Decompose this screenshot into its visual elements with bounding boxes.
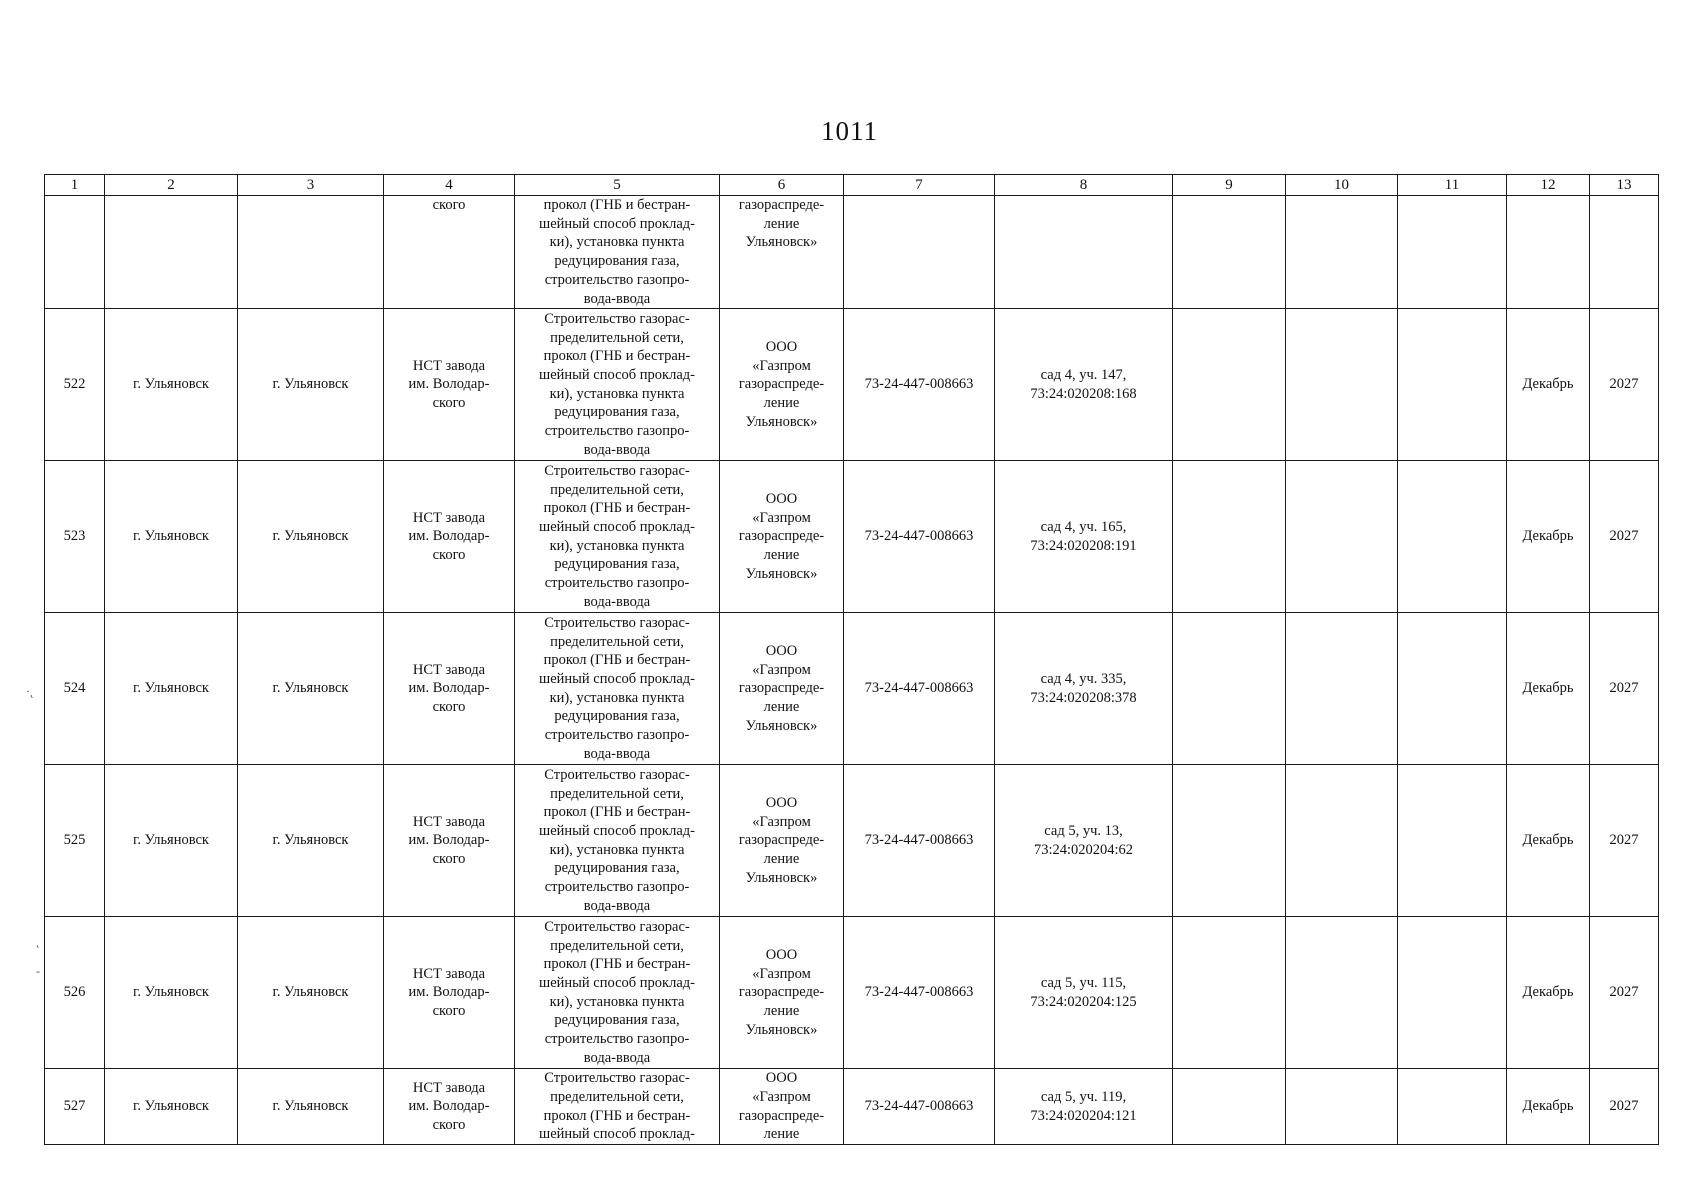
city-cell: г. Ульяновск xyxy=(105,917,238,1069)
works-cell: Строительство газорас- пределительной сети, прокол (ГНБ и бестран- шейный способ проклад- ки), установка пункта редуцирования газа, строительство газопро- вода-ввода xyxy=(515,461,720,613)
city-cell: г. Ульяновск xyxy=(105,613,238,765)
code-cell: 73-24-447-008663 xyxy=(844,461,995,613)
code-cell: 73-24-447-008663 xyxy=(844,309,995,461)
empty-cell xyxy=(1173,613,1286,765)
empty-cell xyxy=(1398,613,1507,765)
plot-cell: сад 4, уч. 165, 73:24:020208:191 xyxy=(995,461,1173,613)
city-cell: г. Ульяновск xyxy=(238,917,384,1069)
city-cell: г. Ульяновск xyxy=(238,461,384,613)
column-header: 3 xyxy=(238,175,384,196)
month-cell: Декабрь xyxy=(1507,1069,1590,1145)
works-cell: Строительство газорас- пределительной сети, прокол (ГНБ и бестран- шейный способ проклад- ки), установка пункта редуцирования газа, строительство газопро- вода-ввода xyxy=(515,613,720,765)
column-header: 2 xyxy=(105,175,238,196)
city-cell: г. Ульяновск xyxy=(238,1069,384,1145)
city-cell: г. Ульяновск xyxy=(238,613,384,765)
empty-cell xyxy=(1286,1069,1398,1145)
row-number: 526 xyxy=(45,917,105,1069)
table-row xyxy=(45,461,1659,613)
scan-speck: ·˛ xyxy=(26,684,34,698)
city-cell: г. Ульяновск xyxy=(105,309,238,461)
row-number: 524 xyxy=(45,613,105,765)
column-header: 10 xyxy=(1286,175,1398,196)
organization-cell: ООО «Газпром газораспреде- ление Ульяновск» xyxy=(720,765,844,917)
column-header: 5 xyxy=(515,175,720,196)
column-header: 11 xyxy=(1398,175,1507,196)
year-cell: 2027 xyxy=(1590,1069,1659,1145)
code-cell: 73-24-447-008663 xyxy=(844,765,995,917)
table-row xyxy=(45,917,1659,1069)
empty-cell xyxy=(1173,461,1286,613)
code-cell: 73-24-447-008663 xyxy=(844,917,995,1069)
code-cell: 73-24-447-008663 xyxy=(844,613,995,765)
empty-cell xyxy=(1286,613,1398,765)
city-cell: г. Ульяновск xyxy=(238,309,384,461)
column-header: 9 xyxy=(1173,175,1286,196)
month-cell: Декабрь xyxy=(1507,613,1590,765)
empty-cell xyxy=(1286,917,1398,1069)
table-row xyxy=(45,309,1659,461)
year-cell: 2027 xyxy=(1590,613,1659,765)
column-header: 13 xyxy=(1590,175,1659,196)
empty-cell xyxy=(1173,917,1286,1069)
city-cell: г. Ульяновск xyxy=(105,461,238,613)
plot-cell: сад 5, уч. 13, 73:24:020204:62 xyxy=(995,765,1173,917)
empty-cell xyxy=(1286,461,1398,613)
organization-cell: ООО «Газпром газораспреде- ление Ульяновск» xyxy=(720,461,844,613)
column-header: 8 xyxy=(995,175,1173,196)
works-cell: Строительство газорас- пределительной сети, прокол (ГНБ и бестран- шейный способ проклад- ки), установка пункта редуцирования газа, строительство газопро- вода-ввода xyxy=(515,309,720,461)
scan-speck: ˛ xyxy=(36,934,40,948)
column-header: 4 xyxy=(384,175,515,196)
settlement-cell: НСТ завода им. Володар- ского xyxy=(384,917,515,1069)
column-header: 6 xyxy=(720,175,844,196)
plot-cell: сад 5, уч. 119, 73:24:020204:121 xyxy=(995,1069,1173,1145)
column-header: 1 xyxy=(45,175,105,196)
city-cell: г. Ульяновск xyxy=(105,1069,238,1145)
column-number-row xyxy=(45,175,1659,196)
month-cell: Декабрь xyxy=(1507,461,1590,613)
scan-speck: - xyxy=(36,964,40,978)
column-header: 7 xyxy=(844,175,995,196)
works-cell: прокол (ГНБ и бестран- шейный способ проклад- ки), установка пункта редуцирования газа, строительство газопро- вода-ввода xyxy=(515,196,720,309)
year-cell: 2027 xyxy=(1590,461,1659,613)
works-cell: Строительство газорас- пределительной сети, прокол (ГНБ и бестран- шейный способ проклад- ки), установка пункта редуцирования газа, строительство газопро- вода-ввода xyxy=(515,765,720,917)
row-number: 525 xyxy=(45,765,105,917)
empty-cell xyxy=(1398,461,1507,613)
city-cell: г. Ульяновск xyxy=(105,765,238,917)
row-number: 527 xyxy=(45,1069,105,1145)
organization-cell: ООО «Газпром газораспреде- ление xyxy=(720,1069,844,1145)
settlement-cell: ского xyxy=(384,196,515,309)
settlement-cell: НСТ завода им. Володар- ского xyxy=(384,309,515,461)
continuation-row xyxy=(45,196,1659,309)
month-cell: Декабрь xyxy=(1507,765,1590,917)
month-cell: Декабрь xyxy=(1507,917,1590,1069)
year-cell: 2027 xyxy=(1590,917,1659,1069)
organization-cell: ООО «Газпром газораспреде- ление Ульяновск» xyxy=(720,613,844,765)
empty-cell xyxy=(1398,309,1507,461)
empty-cell xyxy=(1286,765,1398,917)
page-number: 1011 xyxy=(821,116,878,146)
settlement-cell: НСТ завода им. Володар- ского xyxy=(384,1069,515,1145)
code-cell: 73-24-447-008663 xyxy=(844,1069,995,1145)
works-cell: Строительство газорас- пределительной сети, прокол (ГНБ и бестран- шейный способ проклад- xyxy=(515,1069,720,1145)
organization-cell: газораспреде- ление Ульяновск» xyxy=(720,196,844,309)
empty-cell xyxy=(1398,1069,1507,1145)
settlement-cell: НСТ завода им. Володар- ского xyxy=(384,765,515,917)
register-table xyxy=(44,174,1659,1145)
table-row xyxy=(45,765,1659,917)
settlement-cell: НСТ завода им. Володар- ского xyxy=(384,461,515,613)
plot-cell: сад 4, уч. 335, 73:24:020208:378 xyxy=(995,613,1173,765)
month-cell: Декабрь xyxy=(1507,309,1590,461)
empty-cell xyxy=(1173,309,1286,461)
year-cell: 2027 xyxy=(1590,309,1659,461)
empty-cell xyxy=(1398,917,1507,1069)
empty-cell xyxy=(1286,309,1398,461)
organization-cell: ООО «Газпром газораспреде- ление Ульяновск» xyxy=(720,309,844,461)
plot-cell: сад 4, уч. 147, 73:24:020208:168 xyxy=(995,309,1173,461)
year-cell: 2027 xyxy=(1590,765,1659,917)
table-row xyxy=(45,613,1659,765)
empty-cell xyxy=(1398,765,1507,917)
plot-cell: сад 5, уч. 115, 73:24:020204:125 xyxy=(995,917,1173,1069)
empty-cell xyxy=(1173,765,1286,917)
table-row xyxy=(45,1069,1659,1145)
column-header: 12 xyxy=(1507,175,1590,196)
settlement-cell: НСТ завода им. Володар- ского xyxy=(384,613,515,765)
works-cell: Строительство газорас- пределительной сети, прокол (ГНБ и бестран- шейный способ проклад- ки), установка пункта редуцирования газа, строительство газопро- вода-ввода xyxy=(515,917,720,1069)
row-number: 523 xyxy=(45,461,105,613)
row-number: 522 xyxy=(45,309,105,461)
empty-cell xyxy=(1173,1069,1286,1145)
city-cell: г. Ульяновск xyxy=(238,765,384,917)
organization-cell: ООО «Газпром газораспреде- ление Ульяновск» xyxy=(720,917,844,1069)
